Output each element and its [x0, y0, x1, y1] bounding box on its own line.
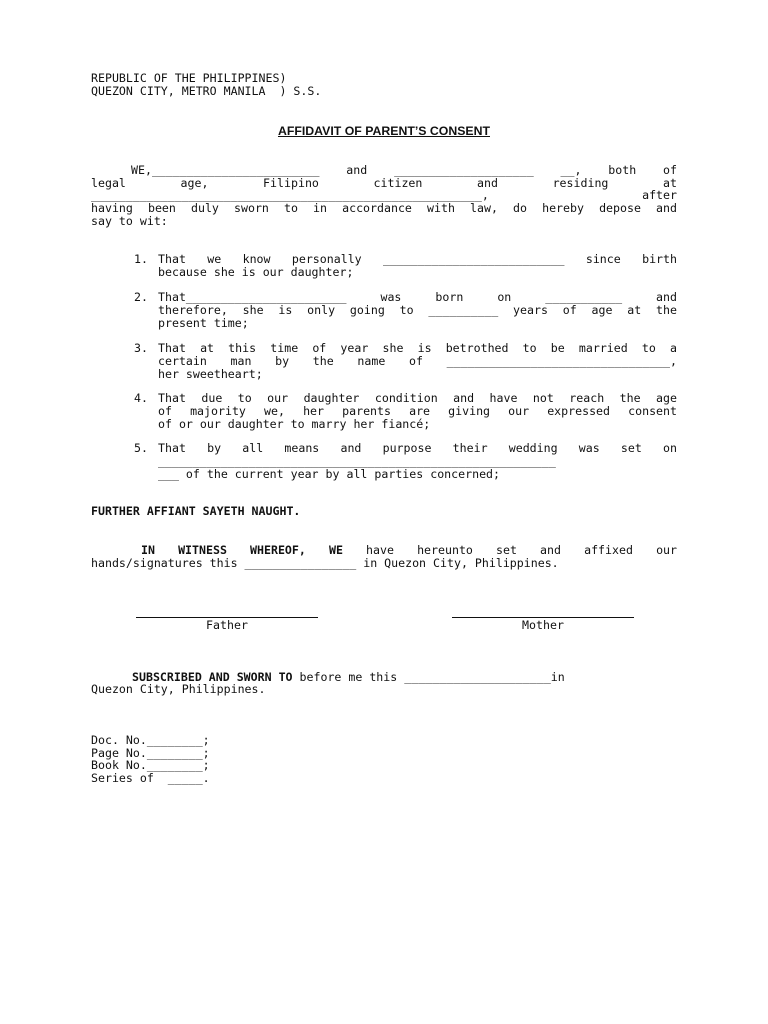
witness-line-1-rest: have hereunto set and affixed our — [366, 543, 678, 557]
mother-label: Mother — [522, 618, 564, 632]
document-title: AFFIDAVIT OF PARENT’S CONSENT — [277, 124, 490, 138]
item-number: 3. — [134, 341, 148, 355]
book-no: Book No.________; — [91, 758, 210, 772]
subscribed-line-2: Quezon City, Philippines. — [91, 682, 266, 696]
witness-line-2: hands/signatures this ________________ in Quezon City, Philippines. — [91, 556, 559, 570]
intro-line-4: having been duly sworn to in accordance with law, do hereby depose and — [91, 201, 677, 215]
header-republic: REPUBLIC OF THE PHILIPPINES) — [91, 71, 287, 85]
mother-signature-block — [452, 617, 634, 632]
subscribed-line-1-rest: before me this _____________________in — [299, 670, 565, 684]
father-signature-block — [136, 617, 318, 632]
father-label: Father — [206, 618, 248, 632]
item-number: 1. — [134, 252, 148, 266]
intro-line-3: ________________________________________________________, after — [91, 188, 677, 202]
item-line: of majority we, her parents are giving our expressed consent — [158, 404, 677, 418]
affidavit-document — [91, 0, 677, 1024]
item-line: That we know personally __________________________ since birth — [158, 252, 677, 266]
item-line: That by all means and purpose their wedding was set on — [158, 441, 677, 455]
header-city: QUEZON CITY, METRO MANILA ) S.S. — [91, 84, 322, 98]
intro-line-1: WE,________________________ and ____________________ __, both of — [131, 163, 677, 177]
witness-bold-lead: IN WITNESS WHEREOF, WE — [141, 543, 343, 557]
item-number: 5. — [134, 441, 148, 455]
item-line: ___ of the current year by all parties concerned; — [158, 467, 501, 481]
witness-line-1 — [141, 544, 677, 557]
further-affiant: FURTHER AFFIANT SAYETH NAUGHT. — [91, 504, 301, 518]
item-number: 4. — [134, 391, 148, 405]
item-line: therefore, she is only going to __________ years of age at the — [158, 303, 677, 317]
item-line: That_______________________ was born on ___________ and — [158, 290, 677, 304]
subscribed-bold-lead: SUBSCRIBED AND SWORN TO — [132, 670, 293, 684]
series-of: Series of _____. — [91, 771, 210, 785]
intro-line-2: legal age, Filipino citizen and residing at — [91, 176, 677, 190]
doc-no: Doc. No.________; — [91, 733, 210, 747]
item-line: because she is our daughter; — [158, 265, 354, 279]
page-no: Page No.________; — [91, 746, 210, 760]
intro-line-5: say to wit: — [91, 214, 168, 228]
item-line: her sweetheart; — [158, 367, 263, 381]
item-line: _________________________________________________________ — [158, 454, 556, 468]
item-line: That due to our daughter condition and have not reach the age — [158, 391, 677, 405]
item-line: certain man by the name of ________________________________, — [158, 354, 677, 368]
item-line: That at this time of year she is betrothed to be married to a — [158, 341, 677, 355]
item-line: of or our daughter to marry her fiancé; — [158, 417, 431, 431]
item-line: present time; — [158, 316, 249, 330]
item-number: 2. — [134, 290, 148, 304]
